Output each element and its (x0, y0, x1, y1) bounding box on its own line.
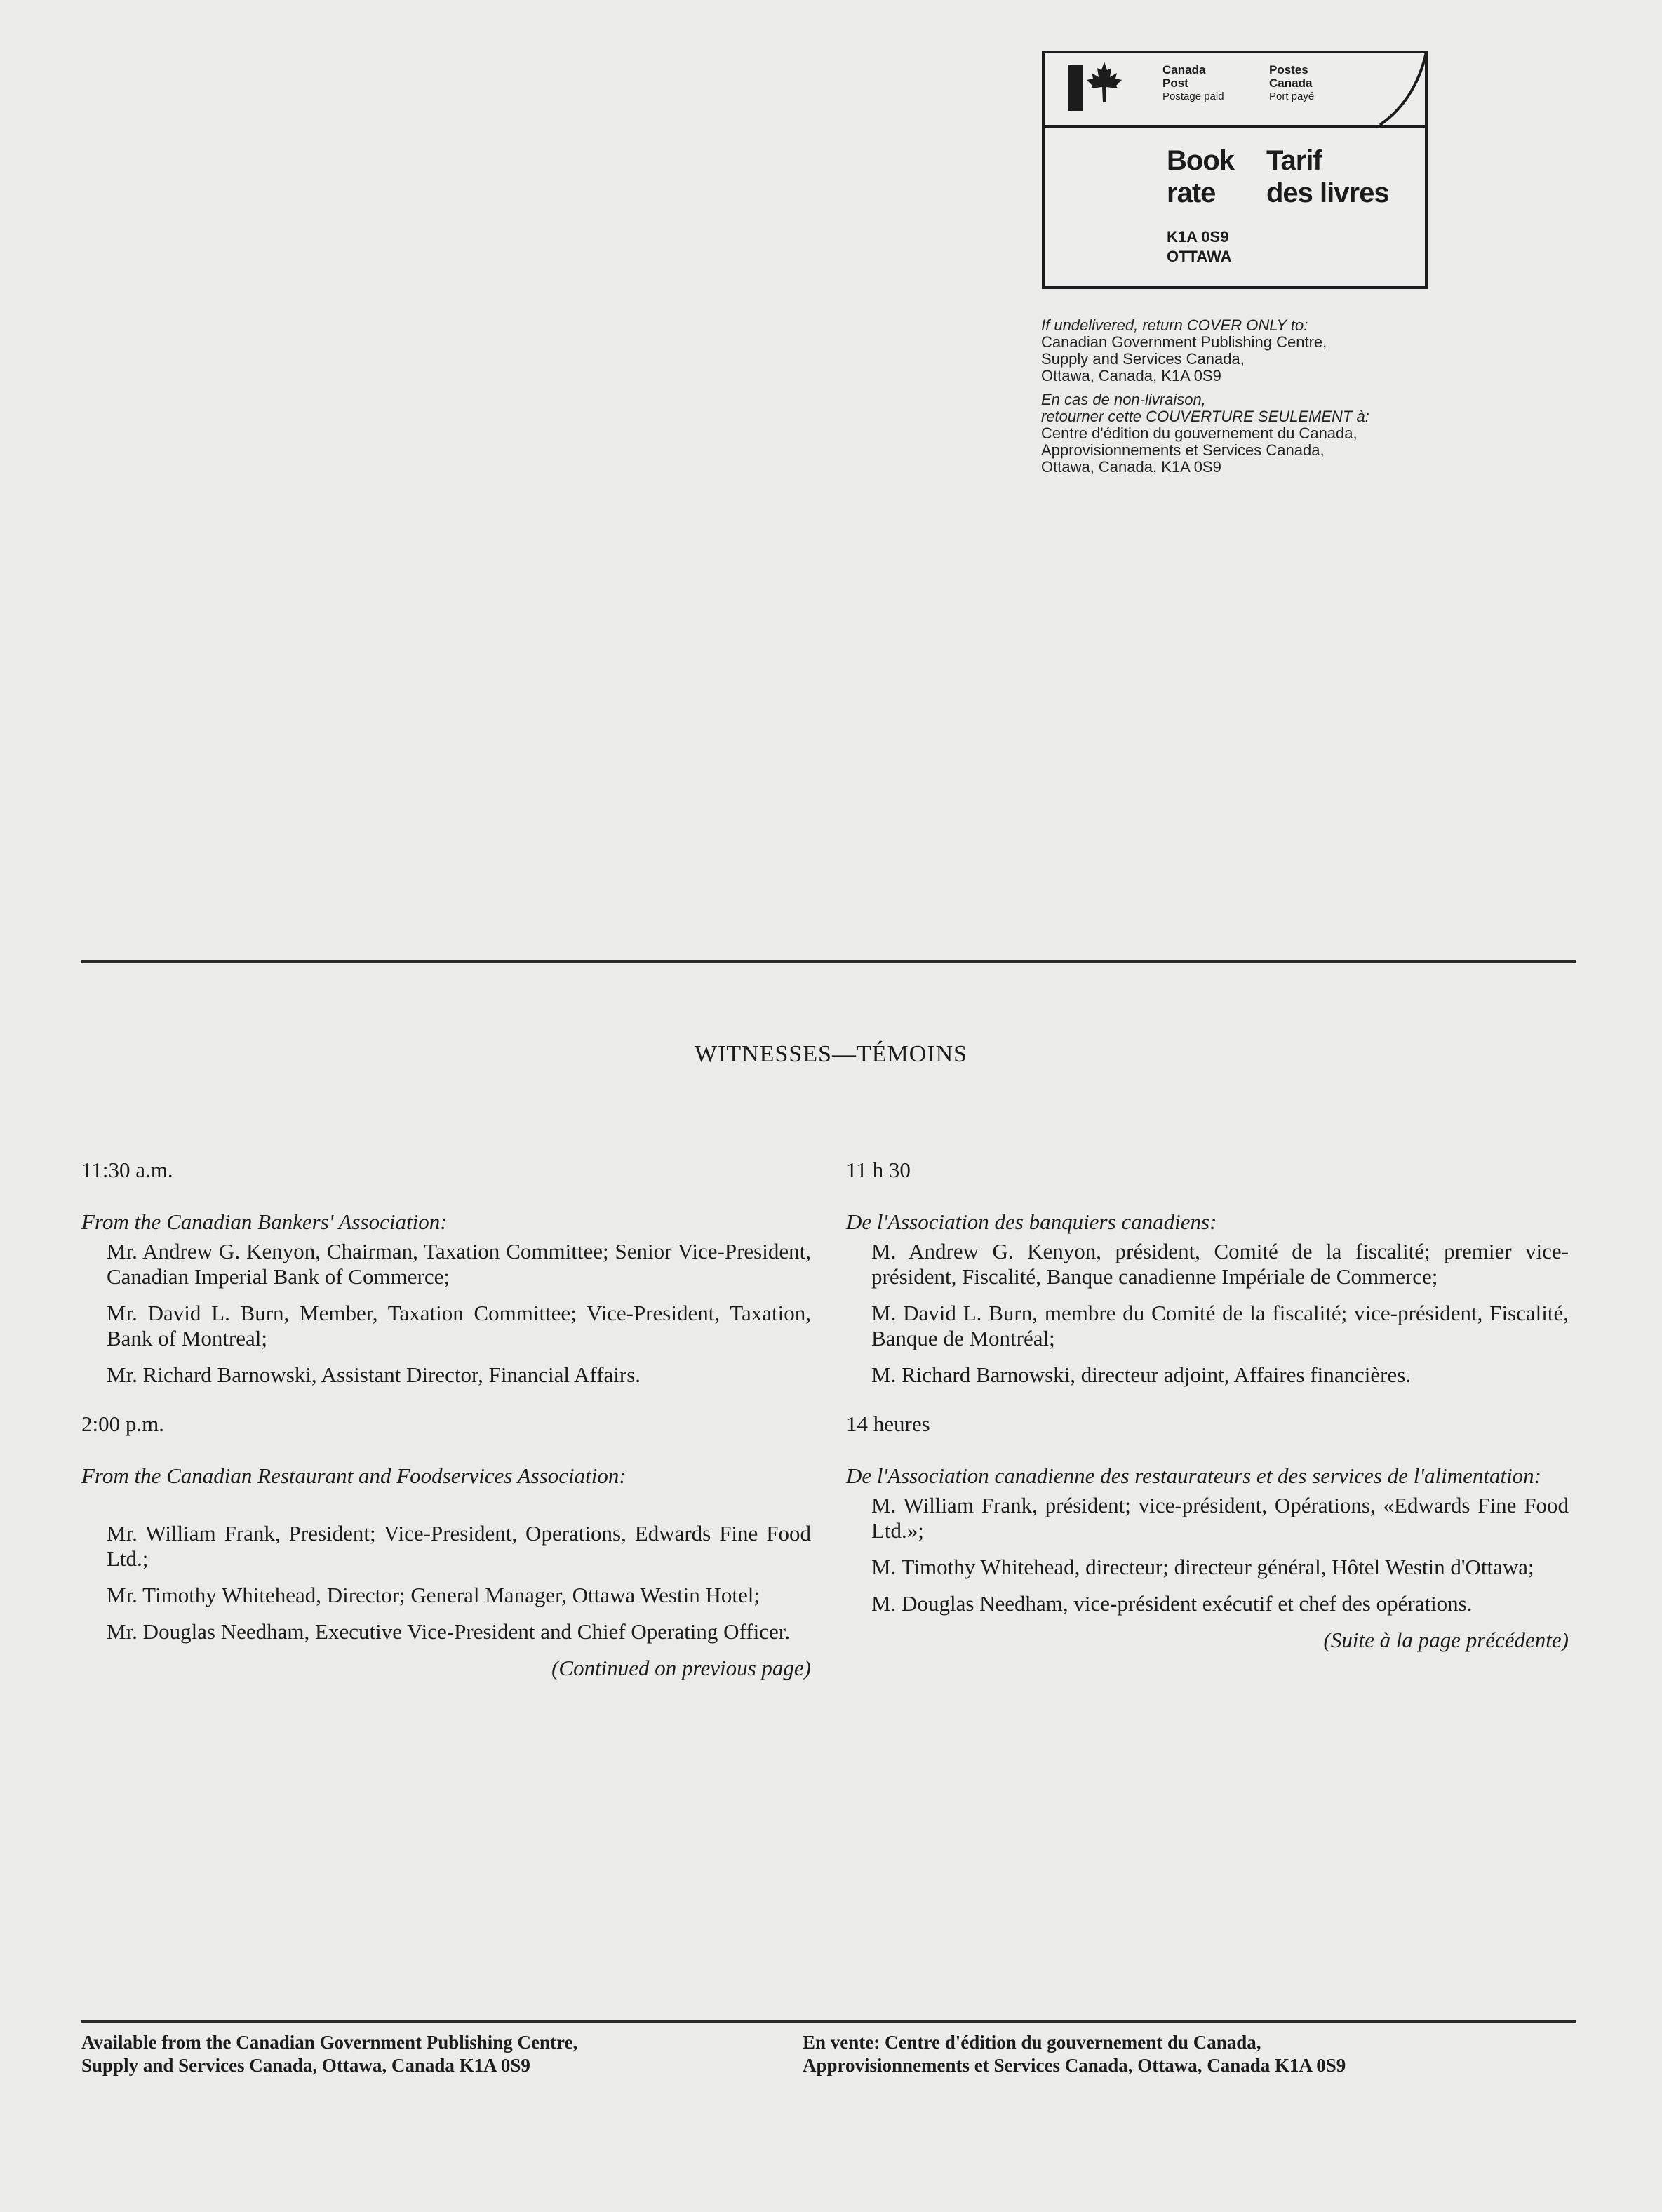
witness-needham-fr: M. Douglas Needham, vice-président exécutif et chef des opérations. (871, 1591, 1473, 1616)
postage-header (1045, 53, 1425, 128)
return-en-line2: Supply and Services Canada, (1041, 350, 1245, 368)
return-notice-fr (1041, 391, 1532, 476)
top-divider (81, 960, 1576, 963)
footer-en-line2: Supply and Services Canada, Ottawa, Canada K1A 0S9 (81, 2055, 530, 2076)
witness-burn-en: Mr. David L. Burn, Member, Taxation Committee; Vice-President, Taxation, Bank of Montreal; (107, 1301, 811, 1350)
book-rate-en (1167, 145, 1234, 209)
return-notice (1041, 317, 1532, 483)
witness-needham-en: Mr. Douglas Needham, Executive Vice-President and Chief Operating Officer. (107, 1619, 791, 1644)
continued-note-en-text: (Continued on previous page) (551, 1656, 811, 1680)
corner-curve (1379, 51, 1428, 126)
postal-address (1167, 227, 1231, 267)
canada-post-fr (1269, 63, 1314, 103)
footer-en-line1: Available from the Canadian Government Publishing Centre, (81, 2032, 578, 2053)
city-label: OTTAWA (1167, 248, 1232, 265)
continued-note-en (81, 1656, 811, 1681)
witness-barnowski-en: Mr. Richard Barnowski, Assistant Director, Financial Affairs. (107, 1362, 641, 1387)
canada-fr-label: Canada (1269, 76, 1313, 90)
flag-bar (1068, 65, 1083, 111)
rate-label: rate (1167, 177, 1216, 208)
maple-leaf-icon (1085, 60, 1123, 116)
french-column (846, 1158, 1569, 1653)
witness-barnowski-fr: M. Richard Barnowski, directeur adjoint, Affaires financières. (871, 1362, 1412, 1387)
des-livres-label: des livres (1266, 177, 1389, 208)
return-fr-italic2: retourner cette COUVERTURE SEULEMENT à: (1041, 408, 1369, 425)
return-fr-italic1: En cas de non-livraison, (1041, 391, 1206, 408)
witnesses-title: WITNESSES—TÉMOINS (694, 1041, 968, 1067)
continued-note-fr (846, 1628, 1569, 1653)
return-en-italic: If undelivered, return COVER ONLY to: (1041, 316, 1308, 334)
footer-fr-line1: En vente: Centre d'édition du gouvernement du Canada, (803, 2032, 1261, 2053)
footer-availability-fr (803, 2031, 1346, 2077)
org-restaurant-en: From the Canadian Restaurant and Foodservices Association: (81, 1463, 626, 1488)
tarif-label: Tarif (1266, 145, 1322, 176)
org-restaurant-fr: De l'Association canadienne des restaurateurs et des services de l'alimentation: (846, 1463, 1542, 1488)
witness-kenyon-fr: M. Andrew G. Kenyon, président, Comité de la fiscalité; premier vice-président, Fiscalité, Banque canadienne Impériale de Commerce; (871, 1239, 1569, 1289)
time-1130: 11:30 a.m. (81, 1158, 173, 1182)
english-column (81, 1158, 811, 1681)
org-bankers-fr: De l'Association des banquiers canadiens: (846, 1209, 1217, 1234)
witness-burn-fr: M. David L. Burn, membre du Comité de la fiscalité; vice-président, Fiscalité, Banque de Montréal; (871, 1301, 1569, 1350)
book-label: Book (1167, 145, 1234, 176)
return-en-line1: Canadian Government Publishing Centre, (1041, 333, 1327, 351)
witness-whitehead-fr: M. Timothy Whitehead, directeur; directeur général, Hôtel Westin d'Ottawa; (871, 1555, 1534, 1579)
canada-post-en (1162, 63, 1224, 103)
postage-indicia (1042, 51, 1428, 289)
time-14h: 14 heures (846, 1412, 930, 1436)
org-bankers-en: From the Canadian Bankers' Association: (81, 1209, 448, 1234)
footer-availability-en (81, 2031, 577, 2077)
post-label: Post (1162, 76, 1188, 90)
return-fr-line3: Ottawa, Canada, K1A 0S9 (1041, 458, 1221, 476)
postage-paid-label: Postage paid (1162, 91, 1224, 102)
time-200pm: 2:00 p.m. (81, 1412, 164, 1436)
return-notice-en (1041, 317, 1532, 384)
witness-kenyon-en: Mr. Andrew G. Kenyon, Chairman, Taxation Committee; Senior Vice-President, Canadian Imperial Bank of Commerce; (107, 1239, 811, 1289)
time-11h30: 11 h 30 (846, 1158, 911, 1182)
postes-label: Postes (1269, 63, 1308, 76)
port-paye-label: Port payé (1269, 91, 1315, 102)
bottom-divider (81, 2020, 1576, 2023)
continued-note-fr-text: (Suite à la page précédente) (1323, 1628, 1569, 1652)
return-fr-line1: Centre d'édition du gouvernement du Canada, (1041, 424, 1358, 442)
footer-fr-line2: Approvisionnements et Services Canada, Ottawa, Canada K1A 0S9 (803, 2055, 1346, 2076)
canada-label: Canada (1162, 63, 1206, 76)
witness-frank-fr: M. William Frank, président; vice-président, Opérations, «Edwards Fine Food Ltd.»; (871, 1493, 1569, 1543)
witness-whitehead-en: Mr. Timothy Whitehead, Director; General Manager, Ottawa Westin Hotel; (107, 1583, 760, 1607)
witness-frank-en: Mr. William Frank, President; Vice-President, Operations, Edwards Fine Food Ltd.; (107, 1521, 811, 1571)
return-en-line3: Ottawa, Canada, K1A 0S9 (1041, 367, 1221, 384)
postal-code: K1A 0S9 (1167, 228, 1229, 246)
book-rate-fr (1266, 145, 1389, 209)
return-fr-line2: Approvisionnements et Services Canada, (1041, 441, 1325, 459)
